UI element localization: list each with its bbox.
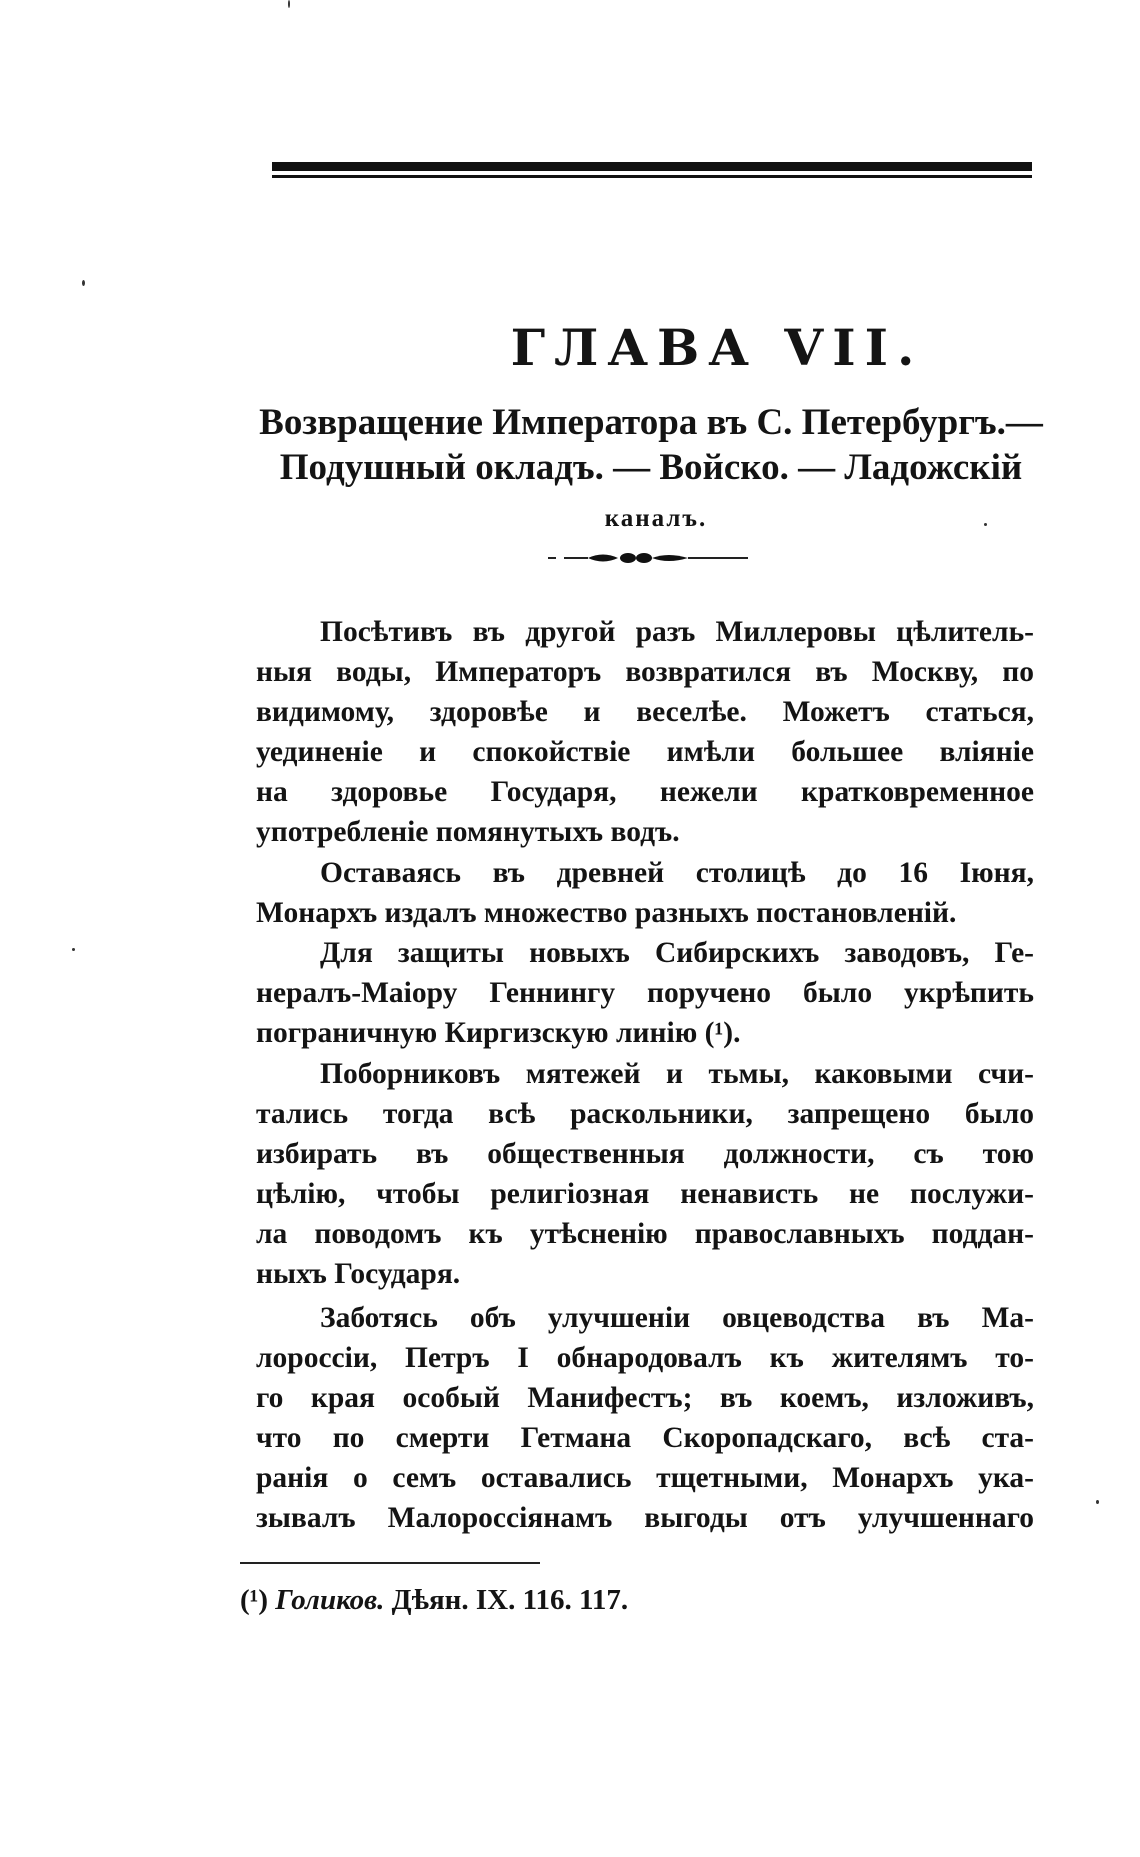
text-line: го края особый Манифестъ; въ коемъ, изложивъ, <box>256 1382 1034 1414</box>
text-line: пограничную Киргизскую линію (¹). <box>256 1017 741 1049</box>
scan-speck <box>984 523 987 526</box>
text-line: ныя воды, Императоръ возвратился въ Москву, по <box>256 656 1034 688</box>
footnote-marker: (¹) <box>240 1584 269 1616</box>
text-line: тались тогда всѣ раскольники, запрещено было <box>256 1098 1034 1130</box>
text-line: лороссіи, Петръ I обнародовалъ къ жителямъ то- <box>256 1342 1034 1374</box>
text-line: ныхъ Государя. <box>256 1258 461 1290</box>
scan-speck <box>1096 1500 1099 1504</box>
chapter-subtitle-line-3: каналъ. <box>604 505 708 532</box>
text-line: ла поводомъ къ утѣсненію православныхъ поддан- <box>256 1218 1034 1250</box>
paragraph-5 <box>256 1298 1034 1538</box>
scan-speck <box>72 948 75 951</box>
text-line: на здоровье Государя, нежели кратковременное <box>256 776 1034 808</box>
footnote-reference: Дѣян. IX. 116. 117. <box>391 1584 629 1616</box>
text-line: уединеніе и спокойствіе имѣли большее вліяніе <box>256 736 1034 768</box>
paragraph-4 <box>256 1054 1034 1294</box>
text-line: избирать въ общественныя должности, съ тою <box>256 1138 1034 1170</box>
chapter-subtitle-line-2: Подушный окладъ. — Войско. — Ладожскій <box>279 447 1023 488</box>
text-line: Посѣтивъ въ другой разъ Миллеровы цѣлитель- <box>320 616 1034 648</box>
header-rule-thick <box>272 162 1032 171</box>
chapter-subtitle-line-1: Возвращение Императора въ С. Петербургъ.— <box>259 402 1043 443</box>
text-line: Оставаясь въ древней столицѣ до 16 Іюня, <box>320 857 1034 889</box>
footnote-author: Голиков. <box>275 1584 385 1616</box>
text-line: что по смерти Гетмана Скоропадскаго, всѣ ста- <box>256 1422 1034 1454</box>
text-line: цѣлію, чтобы религіозная ненависть не послужи- <box>256 1178 1034 1210</box>
text-line: Для защиты новыхъ Сибирскихъ заводовъ, Ге- <box>320 937 1034 969</box>
text-line: зывалъ Малороссіянамъ выгоды отъ улучшеннаго <box>256 1502 1034 1534</box>
text-line: Заботясь объ улучшеніи овцеводства въ Ма- <box>320 1302 1034 1334</box>
scan-speck <box>288 0 290 8</box>
text-line: нералъ-Маіору Геннингу поручено было укрѣпить <box>256 977 1034 1009</box>
text-line: видимому, здоровѣе и веселѣе. Можетъ статься, <box>256 696 1034 728</box>
footnote-rule <box>240 1562 540 1564</box>
text-line: ранія о семъ оставались тщетными, Монархъ ука- <box>256 1462 1034 1494</box>
text-line: употребленіе помянутыхъ водъ. <box>256 816 680 848</box>
chapter-title: ГЛАВА VII. <box>510 318 924 377</box>
paragraph-3 <box>256 933 1034 1053</box>
header-rule-thin <box>272 175 1032 178</box>
footnote <box>240 1580 628 1620</box>
ornament-divider-icon <box>548 551 748 565</box>
text-line: Монархъ издалъ множество разныхъ постановленій. <box>256 897 957 929</box>
paragraph-1 <box>256 612 1034 852</box>
paragraph-2 <box>256 853 1034 933</box>
scan-speck <box>82 280 85 286</box>
text-line: Поборниковъ мятежей и тьмы, каковыми счи- <box>320 1058 1034 1090</box>
